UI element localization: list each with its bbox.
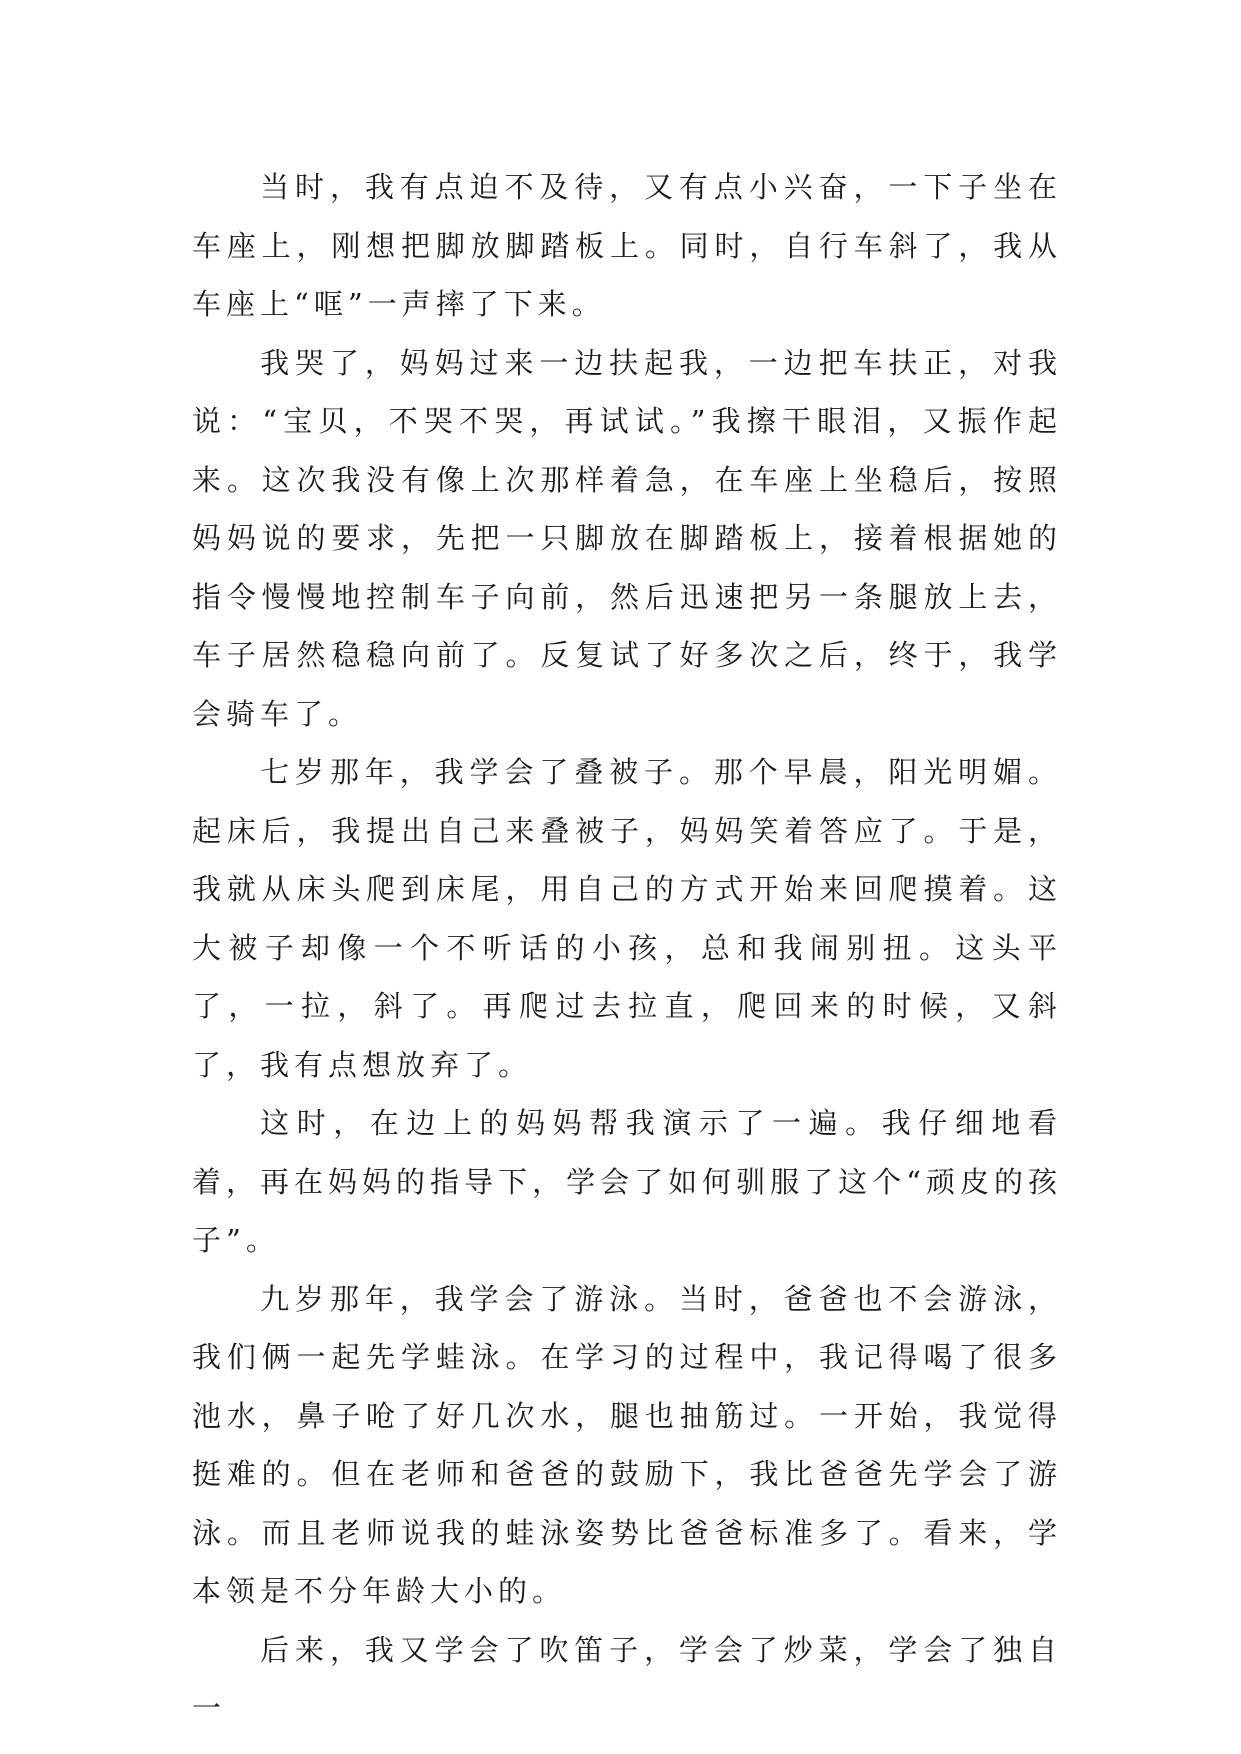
paragraph-3: 七岁那年，我学会了叠被子。那个早晨，阳光明媚。起床后，我提出自己来叠被子，妈妈笑着答应了。于是，我就从床头爬到床尾，用自己的方式开始来回爬摸着。这大被子却像一个不听话的小孩，总和我闹别扭。这头平了，一拉，斜了。再爬过去拉直，爬回来的时候，又斜了，我有点想放弃了。	[192, 755, 1062, 1082]
paragraph-6: 后来，我又学会了吹笛子，学会了炒菜，学会了独自一	[192, 1632, 1062, 1725]
paragraph-1: 当时，我有点迫不及待，又有点小兴奋，一下子坐在车座上，刚想把脚放脚踏板上。同时，自行车斜了，我从车座上“哐”一声摔了下来。	[192, 170, 1062, 321]
paragraph-2: 我哭了，妈妈过来一边扶起我，一边把车扶正，对我说：“宝贝，不哭不哭，再试试。”我擦干眼泪，又振作起来。这次我没有像上次那样着急，在车座上坐稳后，按照妈妈说的要求，先把一只脚放在脚踏板上，接着根据她的指令慢慢地控制车子向前，然后迅速把另一条腿放上去，车子居然稳稳向前了。反复试了好多次之后，终于，我学会骑车了。	[192, 345, 1062, 731]
essay-body	[192, 158, 1062, 1738]
paragraph-4: 这时，在边上的妈妈帮我演示了一遍。我仔细地看着，再在妈妈的指导下，学会了如何驯服了这个“顽皮的孩子”。	[192, 1106, 1062, 1257]
paragraph-5: 九岁那年，我学会了游泳。当时，爸爸也不会游泳，我们俩一起先学蛙泳。在学习的过程中，我记得喝了很多池水，鼻子呛了好几次水，腿也抽筋过。一开始，我觉得挺难的。但在老师和爸爸的鼓励下，我比爸爸先学会了游泳。而且老师说我的蛙泳姿势比爸爸标准多了。看来，学本领是不分年龄大小的。	[192, 1281, 1062, 1608]
